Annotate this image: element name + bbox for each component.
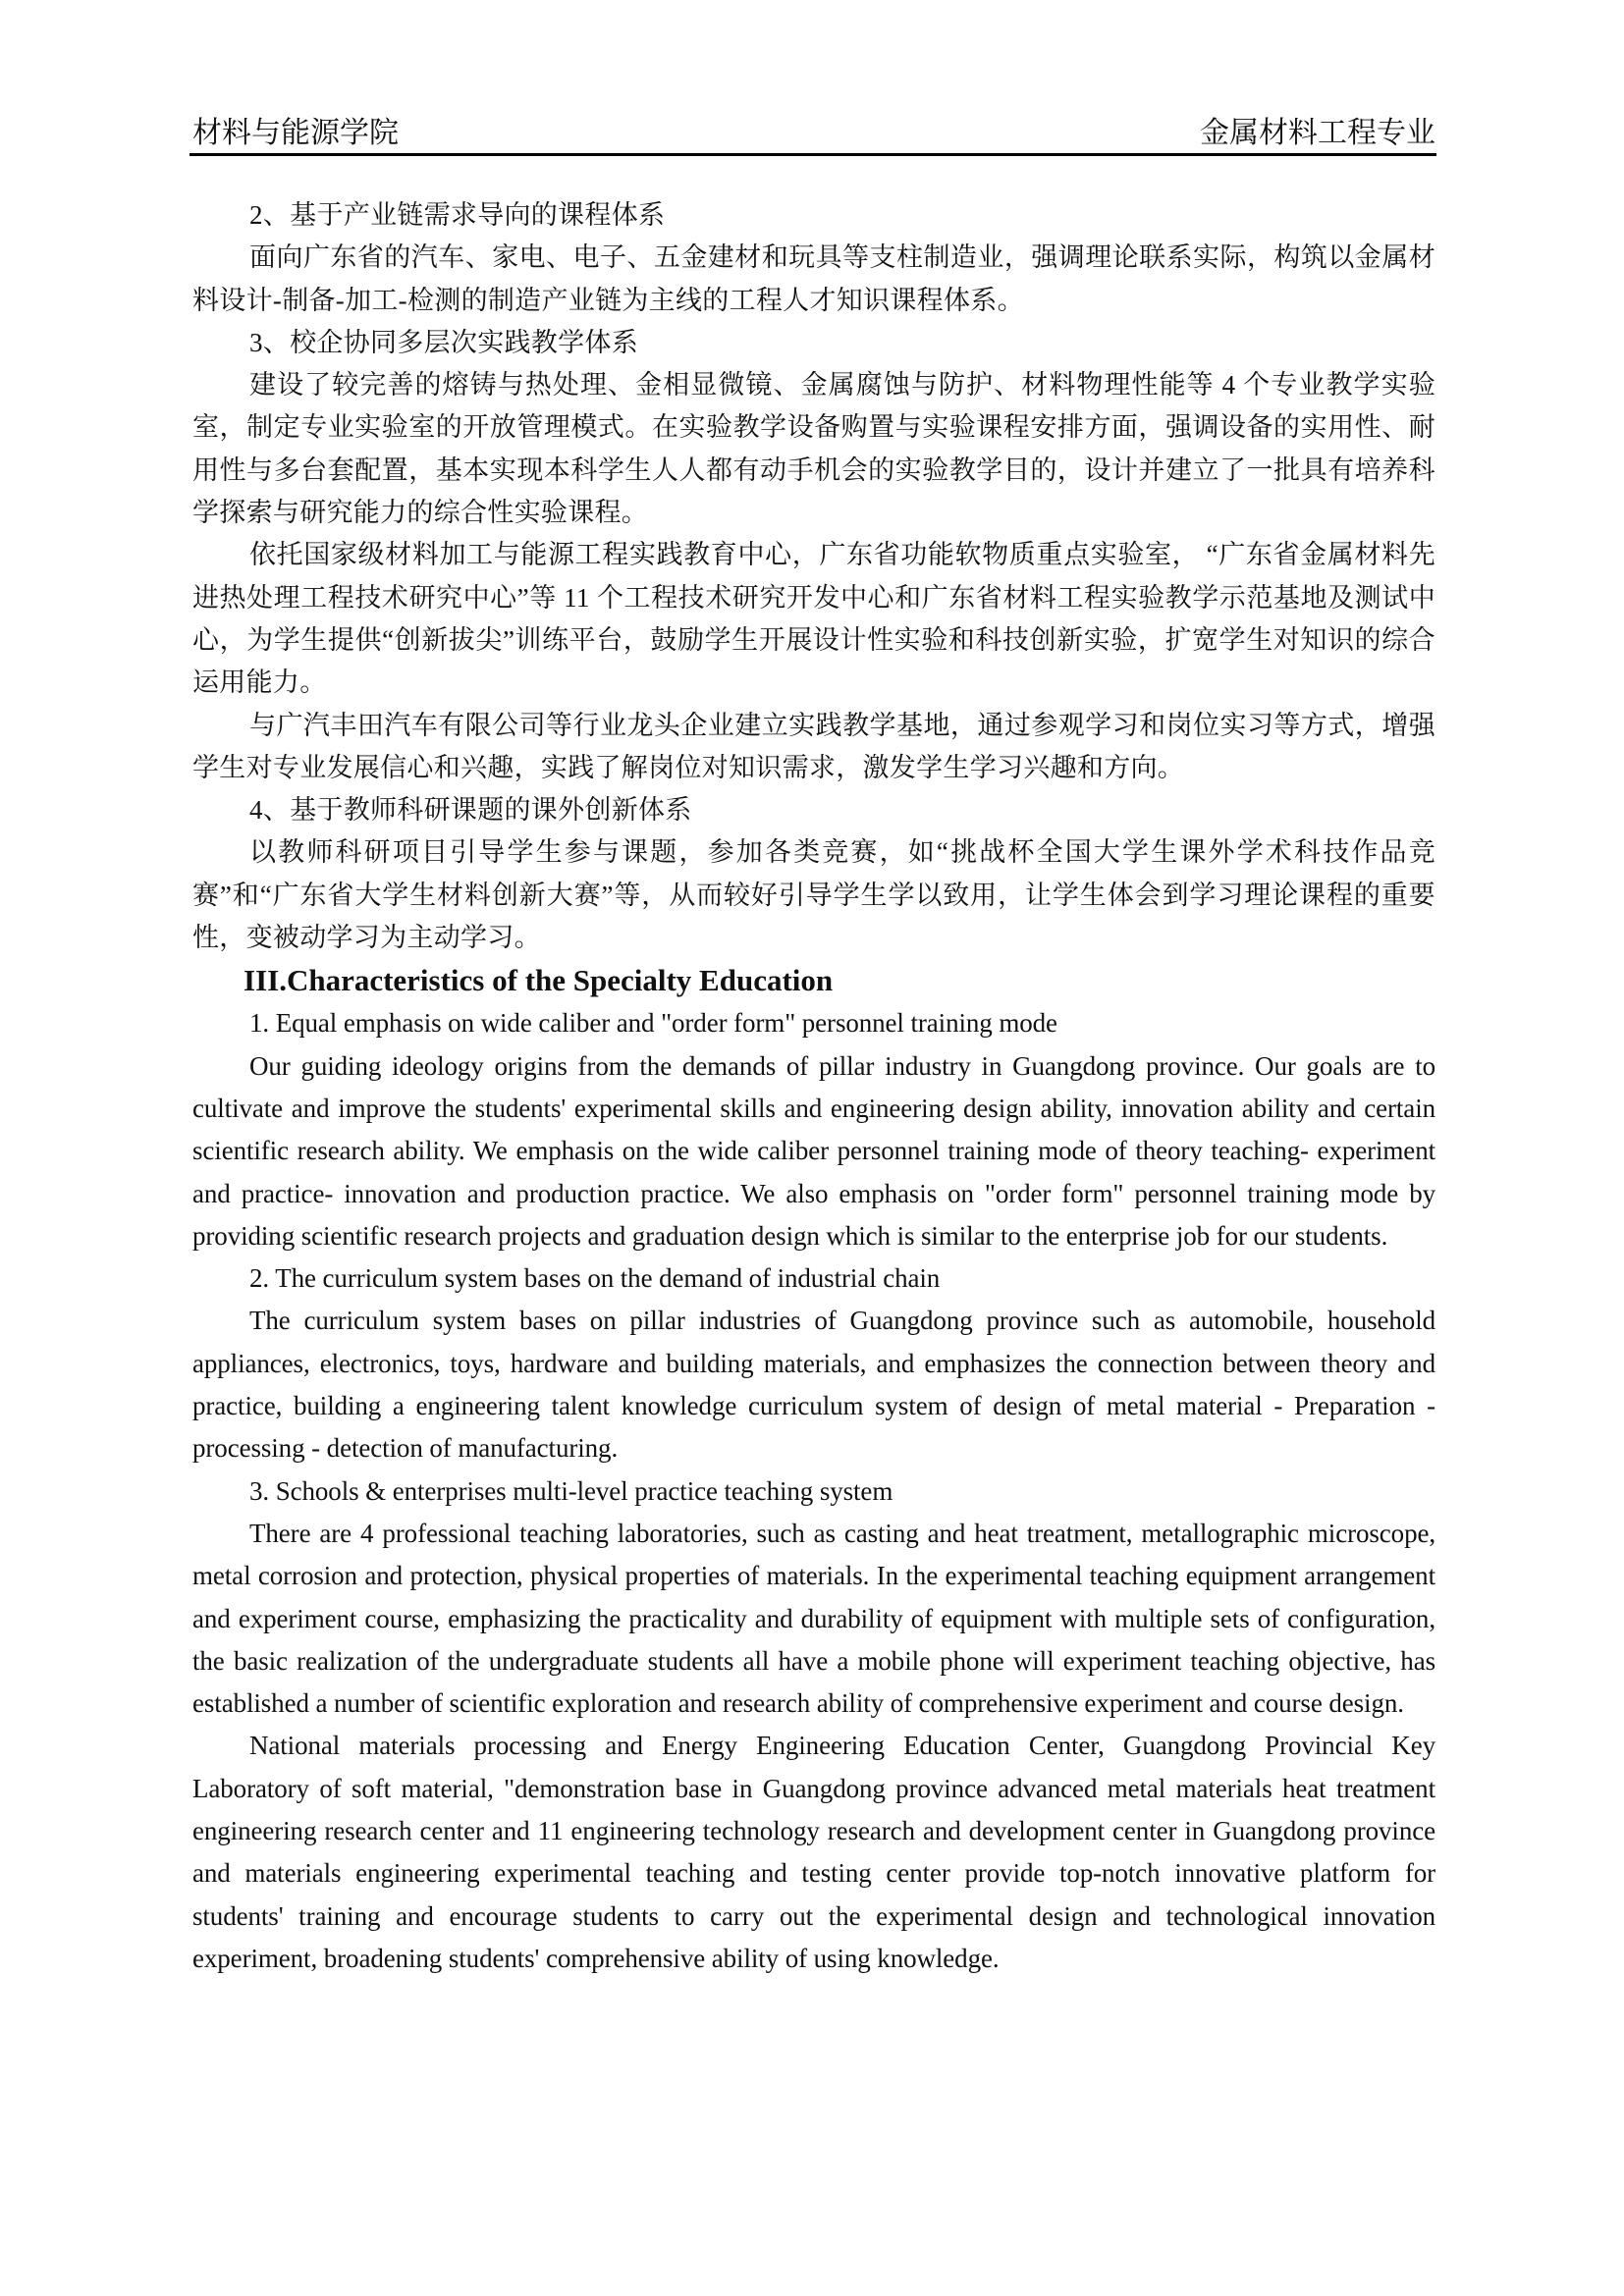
header-school-name: 材料与能源学院 (192, 117, 399, 149)
header-major-name: 金属材料工程专业 (1200, 117, 1435, 149)
heading-item1-en: 1. Equal emphasis on wide caliber and "order form" personnel training mode (249, 1008, 1057, 1039)
page-header (192, 110, 1435, 153)
paragraph-item2-en: The curriculum system bases on pillar industries of Guangdong province such as automobile, household appliances, electronics, toys, hardware and building materials, and emphasizes the connection between theory and practice, building a engineering talent knowledge curriculum system of design of metal material - Preparation - processing - detection of manufacturing. (192, 1306, 1435, 1464)
header-divider (189, 153, 1436, 156)
heading-item2-zh: 2、基于产业链需求导向的课程体系 (249, 200, 666, 230)
heading-item3-en: 3. Schools & enterprises multi-level practice teaching system (249, 1475, 893, 1506)
paragraph-item3-labs-zh: 建设了较完善的熔铸与热处理、金相显微镜、金属腐蚀与防护、材料物理性能等 4 个专业教学实验室，制定专业实验室的开放管理模式。在实验教学设备购置与实验课程安排方面，强调设备的实用性、耐用性与多台套配置，基本实现本科学生人人都有动手机会的实验教学目的，设计并建立了一批具有培养科学探索与研究能力的综合性实验课程。 (192, 370, 1435, 528)
document-body (192, 194, 1435, 1980)
paragraph-item2-zh: 面向广东省的汽车、家电、电子、五金建材和玩具等支柱制造业，强调理论联系实际，构筑以金属材料设计-制备-加工-检测的制造产业链为主线的工程人才知识课程体系。 (192, 242, 1435, 315)
paragraph-item3-enterprise-zh: 与广汽丰田汽车有限公司等行业龙头企业建立实践教学基地，通过参观学习和岗位实习等方式，增强学生对专业发展信心和兴趣，实践了解岗位对知识需求，激发学生学习兴趣和方向。 (192, 710, 1435, 782)
section-title-en: III.Characteristics of the Specialty Education (244, 963, 834, 998)
paragraph-item3-centers-zh: 依托国家级材料加工与能源工程实践教育中心，广东省功能软物质重点实验室， “广东省金属材料先进热处理工程技术研究中心”等 11 个工程技术研究开发中心和广东省材料工程实验教学示范基地及测试中心，为学生提供“创新拔尖”训练平台，鼓励学生开展设计性实验和科技创新实验，扩宽学生对知识的综合运用能力。 (192, 540, 1435, 698)
paragraph-item3-labs-en: There are 4 professional teaching laboratories, such as casting and heat treatment, metallographic microscope, metal corrosion and protection, physical properties of materials. In the experimental teaching equipment arrangement and experiment course, emphasizing the practicality and durability of equipment with multiple sets of configuration, the basic realization of the undergraduate students all have a mobile phone will experiment teaching objective, has established a number of scientific exploration and research ability of comprehensive experiment and course design. (192, 1518, 1435, 1719)
heading-item2-en: 2. The curriculum system bases on the demand of industrial chain (249, 1263, 941, 1294)
heading-item3-zh: 3、校企协同多层次实践教学体系 (249, 327, 638, 357)
paragraph-item3-centers-en: National materials processing and Energy Engineering Education Center, Guangdong Provincial Key Laboratory of soft material, "demonstration base in Guangdong province advanced metal materials heat treatment engineering research center and 11 engineering technology research and development center in Guangdong province and materials engineering experimental teaching and testing center provide top-notch innovative platform for students' training and encourage students to carry out the experimental design and technological innovation experiment, broadening students' comprehensive ability of using knowledge. (192, 1731, 1435, 1973)
heading-item4-zh: 4、基于教师科研课题的课外创新体系 (249, 795, 692, 826)
paragraph-item1-en: Our guiding ideology origins from the demands of pillar industry in Guangdong province. Our goals are to cultivate and improve the students' experimental skills and engineering design ability, innovation ability and certain scientific research ability. We emphasis on the wide caliber personnel training mode of theory teaching- experiment and practice- innovation and production practice. We also emphasis on "order form" personnel training mode by providing scientific research projects and graduation design which is similar to the enterprise job for our students. (192, 1050, 1435, 1251)
paragraph-item4-zh: 以教师科研项目引导学生参与课题，参加各类竞赛，如“挑战杯全国大学生课外学术科技作品竞赛”和“广东省大学生材料创新大赛”等，从而较好引导学生学以致用，让学生体会到学习理论课程的重要性，变被动学习为主动学习。 (192, 837, 1435, 953)
